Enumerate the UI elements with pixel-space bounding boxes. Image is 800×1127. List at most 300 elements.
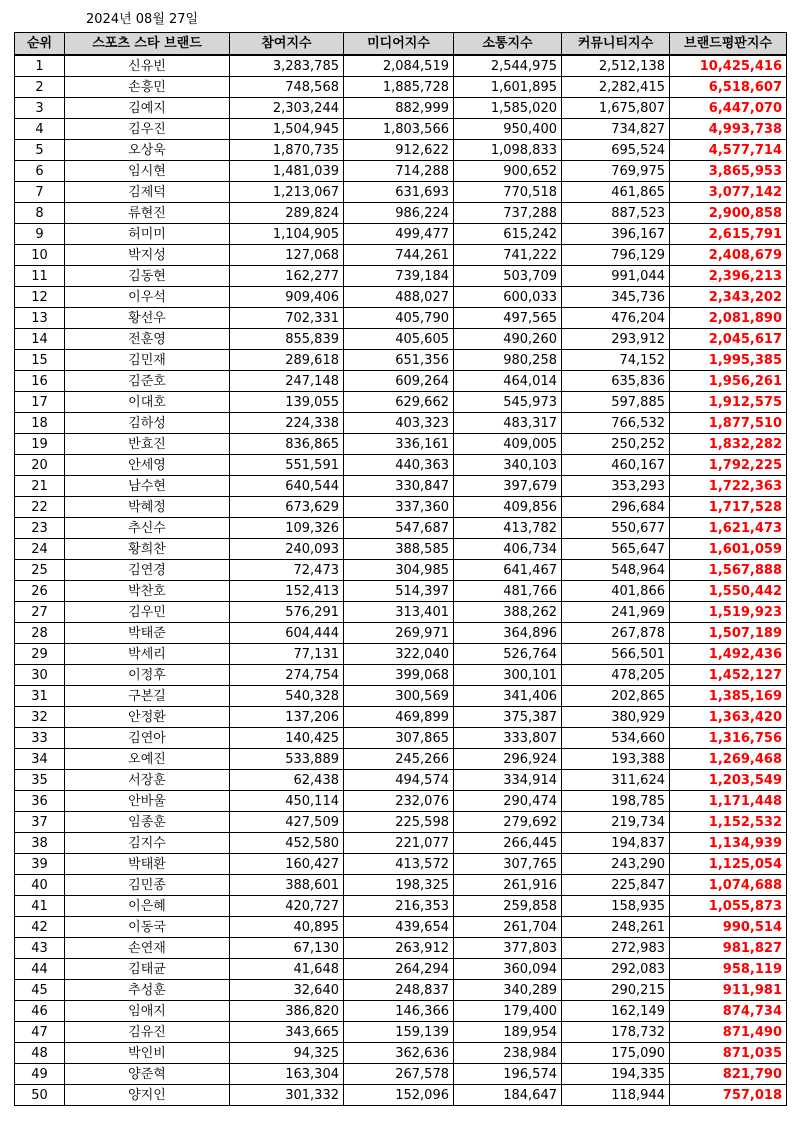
communication-cell: 364,896: [454, 623, 562, 644]
rank-cell: 35: [15, 770, 65, 791]
table-body: [15, 55, 787, 1106]
participation-cell: 162,277: [230, 266, 344, 287]
participation-cell: 450,114: [230, 791, 344, 812]
communication-cell: 184,647: [454, 1085, 562, 1106]
reputation-score-cell: 871,035: [670, 1043, 787, 1064]
rank-cell: 17: [15, 392, 65, 413]
media-cell: 225,598: [344, 812, 454, 833]
table-row: [15, 665, 787, 686]
participation-cell: 640,544: [230, 476, 344, 497]
brand-name-cell: 남수현: [65, 476, 230, 497]
community-cell: 198,785: [562, 791, 670, 812]
community-cell: 193,388: [562, 749, 670, 770]
media-cell: 248,837: [344, 980, 454, 1001]
reputation-score-cell: 1,550,442: [670, 581, 787, 602]
brand-name-cell: 허미미: [65, 224, 230, 245]
table-row: [15, 623, 787, 644]
brand-name-cell: 이은혜: [65, 896, 230, 917]
media-cell: 337,360: [344, 497, 454, 518]
communication-cell: 375,387: [454, 707, 562, 728]
community-cell: 695,524: [562, 140, 670, 161]
participation-cell: 427,509: [230, 812, 344, 833]
table-row: [15, 686, 787, 707]
rank-cell: 25: [15, 560, 65, 581]
brand-name-cell: 이우석: [65, 287, 230, 308]
participation-cell: 1,870,735: [230, 140, 344, 161]
media-cell: 413,572: [344, 854, 454, 875]
reputation-score-cell: 821,790: [670, 1064, 787, 1085]
brand-name-cell: 김하성: [65, 413, 230, 434]
rank-cell: 10: [15, 245, 65, 266]
media-cell: 198,325: [344, 875, 454, 896]
table-row: [15, 434, 787, 455]
media-cell: 744,261: [344, 245, 454, 266]
community-cell: 401,866: [562, 581, 670, 602]
community-cell: 118,944: [562, 1085, 670, 1106]
table-row: [15, 770, 787, 791]
media-cell: 221,077: [344, 833, 454, 854]
header-media: 미디어지수: [344, 33, 454, 56]
brand-name-cell: 오예진: [65, 749, 230, 770]
media-cell: 263,912: [344, 938, 454, 959]
table-row: [15, 266, 787, 287]
header-brand: 스포츠 스타 브랜드: [65, 33, 230, 56]
rank-cell: 5: [15, 140, 65, 161]
brand-name-cell: 서장훈: [65, 770, 230, 791]
reputation-score-cell: 1,452,127: [670, 665, 787, 686]
table-row: [15, 602, 787, 623]
brand-name-cell: 김민재: [65, 350, 230, 371]
table-row: [15, 539, 787, 560]
rank-cell: 12: [15, 287, 65, 308]
participation-cell: 247,148: [230, 371, 344, 392]
participation-cell: 109,326: [230, 518, 344, 539]
reputation-score-cell: 10,425,416: [670, 55, 787, 77]
table-header-row: [15, 33, 787, 56]
brand-name-cell: 임종훈: [65, 812, 230, 833]
participation-cell: 551,591: [230, 455, 344, 476]
community-cell: 272,983: [562, 938, 670, 959]
media-cell: 2,084,519: [344, 55, 454, 77]
community-cell: 991,044: [562, 266, 670, 287]
header-rank: 순위: [15, 33, 65, 56]
media-cell: 494,574: [344, 770, 454, 791]
media-cell: 514,397: [344, 581, 454, 602]
participation-cell: 420,727: [230, 896, 344, 917]
media-cell: 609,264: [344, 371, 454, 392]
reputation-score-cell: 1,269,468: [670, 749, 787, 770]
communication-cell: 259,858: [454, 896, 562, 917]
community-cell: 460,167: [562, 455, 670, 476]
reputation-score-cell: 6,518,607: [670, 77, 787, 98]
communication-cell: 279,692: [454, 812, 562, 833]
community-cell: 566,501: [562, 644, 670, 665]
reputation-score-cell: 1,717,528: [670, 497, 787, 518]
brand-name-cell: 이동국: [65, 917, 230, 938]
reputation-score-cell: 6,447,070: [670, 98, 787, 119]
communication-cell: 741,222: [454, 245, 562, 266]
brand-name-cell: 손흥민: [65, 77, 230, 98]
reputation-score-cell: 1,722,363: [670, 476, 787, 497]
table-row: [15, 182, 787, 203]
media-cell: 245,266: [344, 749, 454, 770]
media-cell: 1,803,566: [344, 119, 454, 140]
reputation-score-cell: 2,396,213: [670, 266, 787, 287]
participation-cell: 748,568: [230, 77, 344, 98]
media-cell: 313,401: [344, 602, 454, 623]
table-row: [15, 707, 787, 728]
participation-cell: 855,839: [230, 329, 344, 350]
community-cell: 175,090: [562, 1043, 670, 1064]
table-row: [15, 161, 787, 182]
brand-name-cell: 안세영: [65, 455, 230, 476]
rank-cell: 50: [15, 1085, 65, 1106]
rank-cell: 28: [15, 623, 65, 644]
communication-cell: 600,033: [454, 287, 562, 308]
community-cell: 267,878: [562, 623, 670, 644]
participation-cell: 452,580: [230, 833, 344, 854]
brand-name-cell: 오상욱: [65, 140, 230, 161]
communication-cell: 2,544,975: [454, 55, 562, 77]
media-cell: 499,477: [344, 224, 454, 245]
media-cell: 405,605: [344, 329, 454, 350]
table-row: [15, 560, 787, 581]
communication-cell: 483,317: [454, 413, 562, 434]
community-cell: 2,282,415: [562, 77, 670, 98]
brand-ranking-table: [14, 32, 787, 1106]
participation-cell: 224,338: [230, 413, 344, 434]
reputation-score-cell: 1,832,282: [670, 434, 787, 455]
community-cell: 887,523: [562, 203, 670, 224]
community-cell: 292,083: [562, 959, 670, 980]
rank-cell: 1: [15, 55, 65, 77]
table-row: [15, 119, 787, 140]
communication-cell: 980,258: [454, 350, 562, 371]
table-row: [15, 287, 787, 308]
communication-cell: 526,764: [454, 644, 562, 665]
media-cell: 264,294: [344, 959, 454, 980]
brand-name-cell: 김예지: [65, 98, 230, 119]
brand-name-cell: 박태환: [65, 854, 230, 875]
table-row: [15, 518, 787, 539]
table-row: [15, 896, 787, 917]
rank-cell: 14: [15, 329, 65, 350]
brand-name-cell: 김연경: [65, 560, 230, 581]
media-cell: 216,353: [344, 896, 454, 917]
communication-cell: 377,803: [454, 938, 562, 959]
media-cell: 488,027: [344, 287, 454, 308]
table-row: [15, 203, 787, 224]
reputation-score-cell: 1,877,510: [670, 413, 787, 434]
table-row: [15, 308, 787, 329]
brand-name-cell: 김준호: [65, 371, 230, 392]
media-cell: 336,161: [344, 434, 454, 455]
table-row: [15, 77, 787, 98]
community-cell: 250,252: [562, 434, 670, 455]
community-cell: 565,647: [562, 539, 670, 560]
community-cell: 248,261: [562, 917, 670, 938]
participation-cell: 41,648: [230, 959, 344, 980]
communication-cell: 307,765: [454, 854, 562, 875]
community-cell: 241,969: [562, 602, 670, 623]
media-cell: 405,790: [344, 308, 454, 329]
participation-cell: 702,331: [230, 308, 344, 329]
media-cell: 388,585: [344, 539, 454, 560]
media-cell: 267,578: [344, 1064, 454, 1085]
media-cell: 159,139: [344, 1022, 454, 1043]
communication-cell: 266,445: [454, 833, 562, 854]
communication-cell: 179,400: [454, 1001, 562, 1022]
table-row: [15, 1043, 787, 1064]
table-row: [15, 140, 787, 161]
community-cell: 769,975: [562, 161, 670, 182]
communication-cell: 464,014: [454, 371, 562, 392]
media-cell: 269,971: [344, 623, 454, 644]
reputation-score-cell: 958,119: [670, 959, 787, 980]
participation-cell: 1,104,905: [230, 224, 344, 245]
communication-cell: 388,262: [454, 602, 562, 623]
rank-cell: 2: [15, 77, 65, 98]
brand-name-cell: 김제덕: [65, 182, 230, 203]
rank-cell: 31: [15, 686, 65, 707]
rank-cell: 3: [15, 98, 65, 119]
brand-name-cell: 김태균: [65, 959, 230, 980]
table-row: [15, 959, 787, 980]
participation-cell: 139,055: [230, 392, 344, 413]
participation-cell: 388,601: [230, 875, 344, 896]
brand-name-cell: 전훈영: [65, 329, 230, 350]
brand-name-cell: 안바울: [65, 791, 230, 812]
brand-name-cell: 박찬호: [65, 581, 230, 602]
rank-cell: 22: [15, 497, 65, 518]
participation-cell: 301,332: [230, 1085, 344, 1106]
reputation-score-cell: 1,912,575: [670, 392, 787, 413]
communication-cell: 503,709: [454, 266, 562, 287]
header-community: 커뮤니티지수: [562, 33, 670, 56]
reputation-score-cell: 2,081,890: [670, 308, 787, 329]
community-cell: 766,532: [562, 413, 670, 434]
participation-cell: 836,865: [230, 434, 344, 455]
participation-cell: 2,303,244: [230, 98, 344, 119]
table-row: [15, 1001, 787, 1022]
reputation-score-cell: 874,734: [670, 1001, 787, 1022]
rank-cell: 41: [15, 896, 65, 917]
brand-name-cell: 김우민: [65, 602, 230, 623]
brand-name-cell: 김민종: [65, 875, 230, 896]
participation-cell: 67,130: [230, 938, 344, 959]
community-cell: 597,885: [562, 392, 670, 413]
rank-cell: 16: [15, 371, 65, 392]
communication-cell: 413,782: [454, 518, 562, 539]
community-cell: 194,335: [562, 1064, 670, 1085]
media-cell: 440,363: [344, 455, 454, 476]
brand-name-cell: 손연재: [65, 938, 230, 959]
table-row: [15, 581, 787, 602]
table-row: [15, 455, 787, 476]
rank-cell: 38: [15, 833, 65, 854]
brand-name-cell: 황희찬: [65, 539, 230, 560]
media-cell: 631,693: [344, 182, 454, 203]
communication-cell: 737,288: [454, 203, 562, 224]
rank-cell: 30: [15, 665, 65, 686]
media-cell: 399,068: [344, 665, 454, 686]
table-row: [15, 1064, 787, 1085]
participation-cell: 673,629: [230, 497, 344, 518]
communication-cell: 397,679: [454, 476, 562, 497]
community-cell: 225,847: [562, 875, 670, 896]
brand-name-cell: 황선우: [65, 308, 230, 329]
reputation-score-cell: 981,827: [670, 938, 787, 959]
media-cell: 322,040: [344, 644, 454, 665]
participation-cell: 240,093: [230, 539, 344, 560]
participation-cell: 94,325: [230, 1043, 344, 1064]
table-row: [15, 476, 787, 497]
header-communication: 소통지수: [454, 33, 562, 56]
participation-cell: 1,481,039: [230, 161, 344, 182]
reputation-score-cell: 2,408,679: [670, 245, 787, 266]
community-cell: 296,684: [562, 497, 670, 518]
media-cell: 304,985: [344, 560, 454, 581]
communication-cell: 300,101: [454, 665, 562, 686]
participation-cell: 62,438: [230, 770, 344, 791]
communication-cell: 409,005: [454, 434, 562, 455]
reputation-score-cell: 3,865,953: [670, 161, 787, 182]
reputation-score-cell: 1,152,532: [670, 812, 787, 833]
community-cell: 243,290: [562, 854, 670, 875]
table-row: [15, 938, 787, 959]
reputation-score-cell: 3,077,142: [670, 182, 787, 203]
table-row: [15, 497, 787, 518]
community-cell: 1,675,807: [562, 98, 670, 119]
reputation-score-cell: 1,074,688: [670, 875, 787, 896]
brand-name-cell: 임애지: [65, 1001, 230, 1022]
reputation-score-cell: 1,171,448: [670, 791, 787, 812]
media-cell: 146,366: [344, 1001, 454, 1022]
communication-cell: 1,585,020: [454, 98, 562, 119]
communication-cell: 196,574: [454, 1064, 562, 1085]
communication-cell: 296,924: [454, 749, 562, 770]
brand-name-cell: 김지수: [65, 833, 230, 854]
communication-cell: 340,289: [454, 980, 562, 1001]
community-cell: 734,827: [562, 119, 670, 140]
rank-cell: 44: [15, 959, 65, 980]
rank-cell: 15: [15, 350, 65, 371]
table-row: [15, 224, 787, 245]
reputation-score-cell: 1,519,923: [670, 602, 787, 623]
media-cell: 547,687: [344, 518, 454, 539]
rank-cell: 4: [15, 119, 65, 140]
communication-cell: 340,103: [454, 455, 562, 476]
brand-name-cell: 박지성: [65, 245, 230, 266]
participation-cell: 160,427: [230, 854, 344, 875]
table-row: [15, 812, 787, 833]
table-row: [15, 917, 787, 938]
table-row: [15, 854, 787, 875]
participation-cell: 152,413: [230, 581, 344, 602]
community-cell: 345,736: [562, 287, 670, 308]
brand-name-cell: 박혜정: [65, 497, 230, 518]
table-row: [15, 791, 787, 812]
reputation-score-cell: 1,363,420: [670, 707, 787, 728]
brand-name-cell: 양준혁: [65, 1064, 230, 1085]
rank-cell: 8: [15, 203, 65, 224]
brand-name-cell: 류현진: [65, 203, 230, 224]
table-row: [15, 980, 787, 1001]
reputation-score-cell: 4,993,738: [670, 119, 787, 140]
participation-cell: 163,304: [230, 1064, 344, 1085]
rank-cell: 45: [15, 980, 65, 1001]
media-cell: 714,288: [344, 161, 454, 182]
participation-cell: 77,131: [230, 644, 344, 665]
rank-cell: 43: [15, 938, 65, 959]
communication-cell: 360,094: [454, 959, 562, 980]
rank-cell: 24: [15, 539, 65, 560]
rank-cell: 48: [15, 1043, 65, 1064]
rank-cell: 42: [15, 917, 65, 938]
participation-cell: 3,283,785: [230, 55, 344, 77]
participation-cell: 32,640: [230, 980, 344, 1001]
header-participation: 참여지수: [230, 33, 344, 56]
community-cell: 635,836: [562, 371, 670, 392]
community-cell: 74,152: [562, 350, 670, 371]
communication-cell: 641,467: [454, 560, 562, 581]
reputation-score-cell: 2,343,202: [670, 287, 787, 308]
communication-cell: 1,601,895: [454, 77, 562, 98]
rank-cell: 13: [15, 308, 65, 329]
communication-cell: 261,704: [454, 917, 562, 938]
reputation-score-cell: 911,981: [670, 980, 787, 1001]
table-row: [15, 413, 787, 434]
rank-cell: 18: [15, 413, 65, 434]
reputation-score-cell: 1,995,385: [670, 350, 787, 371]
rank-cell: 37: [15, 812, 65, 833]
media-cell: 469,899: [344, 707, 454, 728]
reputation-score-cell: 1,203,549: [670, 770, 787, 791]
rank-cell: 9: [15, 224, 65, 245]
brand-name-cell: 김동현: [65, 266, 230, 287]
community-cell: 548,964: [562, 560, 670, 581]
rank-cell: 21: [15, 476, 65, 497]
table-row: [15, 1085, 787, 1106]
participation-cell: 289,824: [230, 203, 344, 224]
media-cell: 439,654: [344, 917, 454, 938]
communication-cell: 1,098,833: [454, 140, 562, 161]
brand-name-cell: 신유빈: [65, 55, 230, 77]
reputation-score-cell: 1,621,473: [670, 518, 787, 539]
rank-cell: 11: [15, 266, 65, 287]
communication-cell: 238,984: [454, 1043, 562, 1064]
header-reputation: 브랜드평판지수: [670, 33, 787, 56]
community-cell: 158,935: [562, 896, 670, 917]
community-cell: 293,912: [562, 329, 670, 350]
community-cell: 202,865: [562, 686, 670, 707]
communication-cell: 333,807: [454, 728, 562, 749]
rank-cell: 27: [15, 602, 65, 623]
community-cell: 476,204: [562, 308, 670, 329]
rank-cell: 39: [15, 854, 65, 875]
community-cell: 194,837: [562, 833, 670, 854]
participation-cell: 386,820: [230, 1001, 344, 1022]
reputation-score-cell: 2,900,858: [670, 203, 787, 224]
media-cell: 232,076: [344, 791, 454, 812]
rank-cell: 6: [15, 161, 65, 182]
participation-cell: 127,068: [230, 245, 344, 266]
media-cell: 882,999: [344, 98, 454, 119]
communication-cell: 545,973: [454, 392, 562, 413]
brand-name-cell: 박세리: [65, 644, 230, 665]
brand-name-cell: 안정환: [65, 707, 230, 728]
rank-cell: 23: [15, 518, 65, 539]
